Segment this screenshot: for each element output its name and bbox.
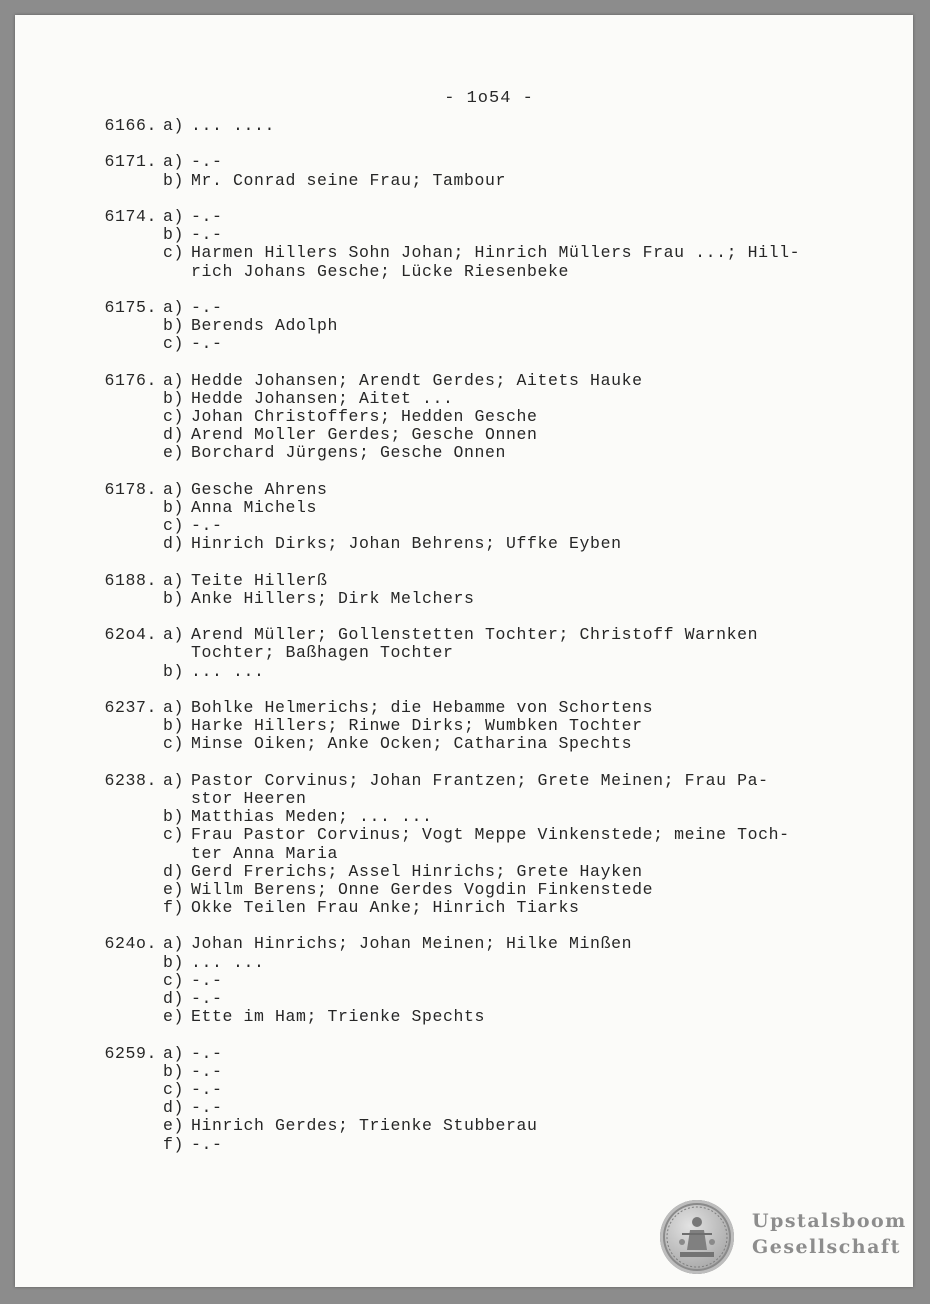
line-label: a) — [163, 698, 185, 717]
line-text: Hedde Johansen; Arendt Gerdes; Aitets Hauke — [191, 370, 643, 390]
entry-number — [93, 1081, 157, 1099]
entry-line — [93, 426, 873, 444]
document-page — [15, 15, 913, 1287]
entry-number — [93, 390, 157, 408]
entry-number — [93, 172, 157, 190]
line-text: Hinrich Gerdes; Trienke Stubberau — [191, 1116, 538, 1136]
line-label: e) — [163, 1007, 185, 1027]
entry-number — [93, 899, 157, 917]
line-label: b) — [163, 497, 185, 517]
line-text: Bohlke Helmerichs; die Hebamme von Schortens — [191, 698, 654, 717]
entry-number — [93, 1117, 157, 1135]
line-text: -.- — [191, 152, 223, 172]
entry-number — [93, 845, 157, 863]
entry-number: 6259. — [104, 1043, 157, 1063]
entry-line — [93, 808, 873, 826]
line-text: Teite Hillerß — [191, 570, 328, 590]
entry — [93, 299, 873, 354]
entry-line — [93, 317, 873, 335]
line-text: ... ... — [191, 952, 265, 972]
line-label — [157, 644, 191, 662]
entry-number: 6175. — [104, 297, 157, 317]
entry-line — [93, 699, 873, 717]
entry-line — [93, 1117, 873, 1135]
line-text: Harke Hillers; Rinwe Dirks; Wumbken Tochter — [191, 716, 643, 736]
line-text: Borchard Jürgens; Gesche Onnen — [191, 443, 507, 463]
entry-line — [93, 935, 873, 953]
line-text: -.- — [191, 206, 223, 226]
entry-number — [93, 1136, 157, 1154]
entry-line — [93, 517, 873, 535]
line-label — [157, 845, 191, 863]
entry-line — [93, 1099, 873, 1117]
entry-line — [93, 717, 873, 735]
entry-number — [93, 790, 157, 808]
line-label: b) — [163, 716, 185, 736]
entry-number — [93, 317, 157, 335]
line-text: -.- — [191, 989, 223, 1008]
line-label: b) — [163, 952, 185, 972]
entry-number — [93, 954, 157, 972]
entry-line — [93, 408, 873, 426]
watermark-stamp — [660, 1200, 922, 1276]
entry-number — [93, 990, 157, 1008]
line-label: c) — [163, 334, 185, 354]
entry-line — [93, 299, 873, 317]
entry-line — [93, 481, 873, 499]
entry-number: 6178. — [104, 479, 157, 499]
entry — [93, 153, 873, 189]
entry-line — [93, 335, 873, 353]
entry-number: 6188. — [104, 570, 157, 590]
line-label: e) — [163, 879, 185, 899]
line-label: b) — [163, 225, 185, 245]
entry — [93, 372, 873, 463]
entry — [93, 572, 873, 608]
stamp-line-1: Upstalsboom — [752, 1210, 907, 1232]
entry-line — [93, 117, 873, 135]
entry-line — [93, 1136, 873, 1154]
entry-line — [93, 954, 873, 972]
line-text: Frau Pastor Corvinus; Vogt Meppe Vinkenstede; meine Toch- — [191, 825, 790, 845]
line-label: e) — [163, 443, 185, 463]
line-label: f) — [163, 1134, 185, 1154]
entry — [93, 208, 873, 281]
line-label: a) — [163, 206, 185, 226]
entry-line — [93, 444, 873, 462]
line-label: a) — [163, 770, 185, 790]
line-label: a) — [163, 570, 185, 590]
entry-line — [93, 881, 873, 899]
line-label: a) — [163, 152, 185, 172]
entry-line — [93, 863, 873, 881]
line-text: Harmen Hillers Sohn Johan; Hinrich Müllers Frau ...; Hill- — [191, 243, 801, 263]
entry-number — [93, 499, 157, 517]
entry-line — [93, 772, 873, 790]
line-label: c) — [163, 1079, 185, 1099]
line-label: b) — [163, 316, 185, 336]
entry-line — [93, 390, 873, 408]
entry — [93, 626, 873, 681]
line-text: Arend Moller Gerdes; Gesche Onnen — [191, 425, 538, 445]
line-label: c) — [163, 825, 185, 845]
entry-number — [93, 408, 157, 426]
line-label: d) — [163, 1098, 185, 1118]
entry-line — [93, 263, 873, 281]
line-text: rich Johans Gesche; Lücke Riesenbeke — [191, 261, 570, 281]
line-label: b) — [163, 807, 185, 827]
entry-line — [93, 1045, 873, 1063]
entry-number — [93, 535, 157, 553]
line-label: d) — [163, 425, 185, 445]
line-text: -.- — [191, 1098, 223, 1118]
line-label: b) — [163, 388, 185, 408]
line-text: Hedde Johansen; Aitet ... — [191, 388, 454, 408]
entry-number — [93, 644, 157, 662]
entry-line — [93, 572, 873, 590]
line-label: b) — [163, 661, 185, 681]
entry-number — [93, 863, 157, 881]
entry-line — [93, 663, 873, 681]
entry-line — [93, 590, 873, 608]
line-label: d) — [163, 861, 185, 881]
line-text: -.- — [191, 297, 223, 317]
line-label: a) — [163, 479, 185, 499]
entry-line — [93, 499, 873, 517]
line-text: ... ... — [191, 661, 265, 681]
entry-line — [93, 972, 873, 990]
line-text: -.- — [191, 516, 223, 536]
entry-line — [93, 372, 873, 390]
line-text: Arend Müller; Gollenstetten Tochter; Christoff Warnken — [191, 625, 759, 645]
line-text: Matthias Meden; ... ... — [191, 807, 433, 827]
line-text: -.- — [191, 1134, 223, 1154]
entry-number: 6174. — [104, 206, 157, 226]
entry-number: 6176. — [104, 370, 157, 390]
line-text: Minse Oiken; Anke Ocken; Catharina Spechts — [191, 734, 633, 754]
entry — [93, 772, 873, 918]
line-label: e) — [163, 1116, 185, 1136]
entry-line — [93, 226, 873, 244]
line-label: d) — [163, 534, 185, 554]
line-label: a) — [163, 116, 185, 135]
entry-line — [93, 1063, 873, 1081]
line-label — [157, 790, 191, 808]
line-label: c) — [163, 970, 185, 990]
entry-number — [93, 717, 157, 735]
entry-line — [93, 172, 873, 190]
line-text: Ette im Ham; Trienke Spechts — [191, 1007, 486, 1027]
entry-line — [93, 826, 873, 844]
entry-number: 6171. — [104, 152, 157, 172]
entry-number — [93, 808, 157, 826]
entry-number — [93, 335, 157, 353]
line-label: a) — [163, 297, 185, 317]
entry-number — [93, 1099, 157, 1117]
line-label: c) — [163, 243, 185, 263]
entry — [93, 935, 873, 1026]
entry-number — [93, 1063, 157, 1081]
line-text: Willm Berens; Onne Gerdes Vogdin Finkenstede — [191, 879, 654, 899]
entry-line — [93, 1008, 873, 1026]
entry-number — [93, 1008, 157, 1026]
line-text: -.- — [191, 1079, 223, 1099]
entry-number — [93, 517, 157, 535]
line-label: b) — [163, 170, 185, 190]
entry — [93, 481, 873, 554]
entry-number — [93, 444, 157, 462]
entry-number: 6238. — [104, 770, 157, 790]
line-label: c) — [163, 407, 185, 426]
entry-line — [93, 1081, 873, 1099]
line-text: Gesche Ahrens — [191, 479, 328, 499]
entry-number: 6166. — [104, 116, 157, 135]
entry-line — [93, 644, 873, 662]
entry-line — [93, 790, 873, 808]
stamp-line-2: Gesellschaft — [752, 1236, 901, 1258]
line-text: -.- — [191, 1061, 223, 1081]
entry-line — [93, 244, 873, 262]
entry-number — [93, 426, 157, 444]
line-text: Hinrich Dirks; Johan Behrens; Uffke Eyben — [191, 534, 622, 554]
entry-line — [93, 535, 873, 553]
entry — [93, 117, 873, 135]
line-label: b) — [163, 588, 185, 608]
line-text: Johan Christoffers; Hedden Gesche — [191, 407, 538, 426]
line-label: a) — [163, 370, 185, 390]
entry-line — [93, 990, 873, 1008]
line-label — [157, 263, 191, 281]
entry-number — [93, 881, 157, 899]
entry-number — [93, 263, 157, 281]
line-text: Okke Teilen Frau Anke; Hinrich Tiarks — [191, 898, 580, 918]
entry-line — [93, 899, 873, 917]
line-text: Anna Michels — [191, 497, 318, 517]
line-label: d) — [163, 989, 185, 1008]
line-label: c) — [163, 734, 185, 754]
line-text: -.- — [191, 970, 223, 990]
entry-number — [93, 663, 157, 681]
entry-number: 6237. — [104, 698, 157, 717]
line-label: c) — [163, 516, 185, 536]
line-label: a) — [163, 1043, 185, 1063]
line-label: f) — [163, 898, 185, 918]
entry-number — [93, 590, 157, 608]
entry-line — [93, 153, 873, 171]
entry-number: 624o. — [104, 934, 157, 954]
line-text: -.- — [191, 1043, 223, 1063]
entry-number — [93, 972, 157, 990]
line-text: Pastor Corvinus; Johan Frantzen; Grete Meinen; Frau Pa- — [191, 770, 769, 790]
line-text: stor Heeren — [191, 788, 307, 808]
line-label: a) — [163, 625, 185, 645]
entry-list — [93, 117, 873, 1172]
entry-number — [93, 244, 157, 262]
line-text: Johan Hinrichs; Johan Meinen; Hilke Minßen — [191, 934, 633, 954]
entry — [93, 1045, 873, 1154]
line-text: Anke Hillers; Dirk Melchers — [191, 588, 475, 608]
entry-number: 62o4. — [104, 625, 157, 645]
line-text: Gerd Frerichs; Assel Hinrichs; Grete Hayken — [191, 861, 643, 881]
line-text: Mr. Conrad seine Frau; Tambour — [191, 170, 507, 190]
page-number: - 1o54 - — [444, 89, 534, 108]
line-label: a) — [163, 934, 185, 954]
line-text: ter Anna Maria — [191, 843, 339, 863]
entry — [93, 699, 873, 754]
entry-line — [93, 208, 873, 226]
entry-number — [93, 826, 157, 844]
entry-number — [93, 735, 157, 753]
line-text: Berends Adolph — [191, 316, 339, 336]
line-label: b) — [163, 1061, 185, 1081]
line-text: Tochter; Baßhagen Tochter — [191, 643, 454, 663]
line-text: ... .... — [191, 116, 276, 135]
seal-icon — [660, 1200, 734, 1274]
line-text: -.- — [191, 225, 223, 245]
entry-line — [93, 626, 873, 644]
line-text: -.- — [191, 334, 223, 354]
entry-line — [93, 735, 873, 753]
entry-line — [93, 845, 873, 863]
entry-number — [93, 226, 157, 244]
